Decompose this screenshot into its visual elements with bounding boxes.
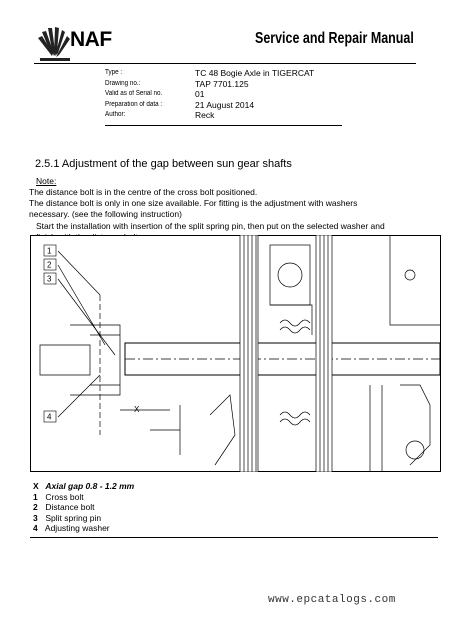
meta-row (105, 68, 314, 79)
paragraph-line: Start the installation with insertion of the split spring pin, then put on the selected washer and (36, 221, 385, 231)
callout-3: 3 (47, 274, 52, 284)
meta-value: 21 August 2014 (195, 99, 255, 110)
paragraph-line: necessary. (see the following instruction) (29, 209, 182, 219)
meta-key: Preparation of data : (105, 100, 163, 108)
manual-title: Service and Repair Manual (255, 30, 414, 47)
legend-text: Cross bolt (45, 491, 84, 502)
callout-2: 2 (47, 260, 52, 270)
meta-value: Reck (195, 110, 215, 120)
watermark: www.epcatalogs.com (268, 594, 396, 606)
meta-row (105, 79, 314, 90)
header-divider (34, 63, 416, 64)
meta-row (105, 89, 314, 100)
assembly-drawing (30, 235, 441, 472)
axial-gap-text: Axial gap 0.8 - 1.2 mm (45, 481, 135, 491)
legend-num: 2 (33, 502, 38, 512)
gap-x-label: X (134, 405, 140, 414)
legend-item (33, 502, 134, 513)
logo-text: NAF (70, 28, 112, 51)
note-label: Note: (36, 176, 57, 186)
meta-row (105, 100, 314, 111)
figure-legend (33, 481, 134, 534)
callout-1: 1 (47, 246, 52, 256)
paragraph-line: The distance bolt is in the centre of the cross bolt positioned. (29, 187, 258, 197)
axial-gap-row (33, 481, 134, 492)
document-meta (105, 68, 314, 121)
legend-key: X (33, 481, 39, 491)
meta-divider (105, 125, 342, 126)
meta-row (105, 110, 314, 121)
legend-item (33, 523, 134, 534)
meta-key: Valid as of Serial no. (105, 90, 163, 97)
legend-divider (30, 537, 438, 538)
meta-value: TC 48 Bogie Axle in TIGERCAT (195, 68, 315, 78)
meta-value: 01 (195, 89, 205, 99)
meta-key: Type : (105, 69, 123, 76)
legend-text: Distance bolt (45, 502, 95, 512)
callout-4: 4 (47, 412, 52, 422)
meta-value: TAP 7701.125 (195, 78, 249, 89)
paragraph-line: The distance bolt is only in one size available. For fitting is the adjustment with washers (29, 198, 358, 208)
legend-item (33, 492, 134, 503)
section-heading: 2.5.1 Adjustment of the gap between sun gear shafts (35, 158, 292, 170)
legend-text: Adjusting washer (44, 523, 110, 533)
legend-num: 1 (33, 491, 38, 502)
legend-text: Split spring pin (45, 512, 102, 523)
meta-key: Author: (105, 111, 126, 118)
meta-key: Drawing no.: (105, 79, 141, 87)
legend-num: 4 (33, 523, 38, 533)
legend-item (33, 513, 134, 524)
legend-num: 3 (33, 512, 38, 523)
